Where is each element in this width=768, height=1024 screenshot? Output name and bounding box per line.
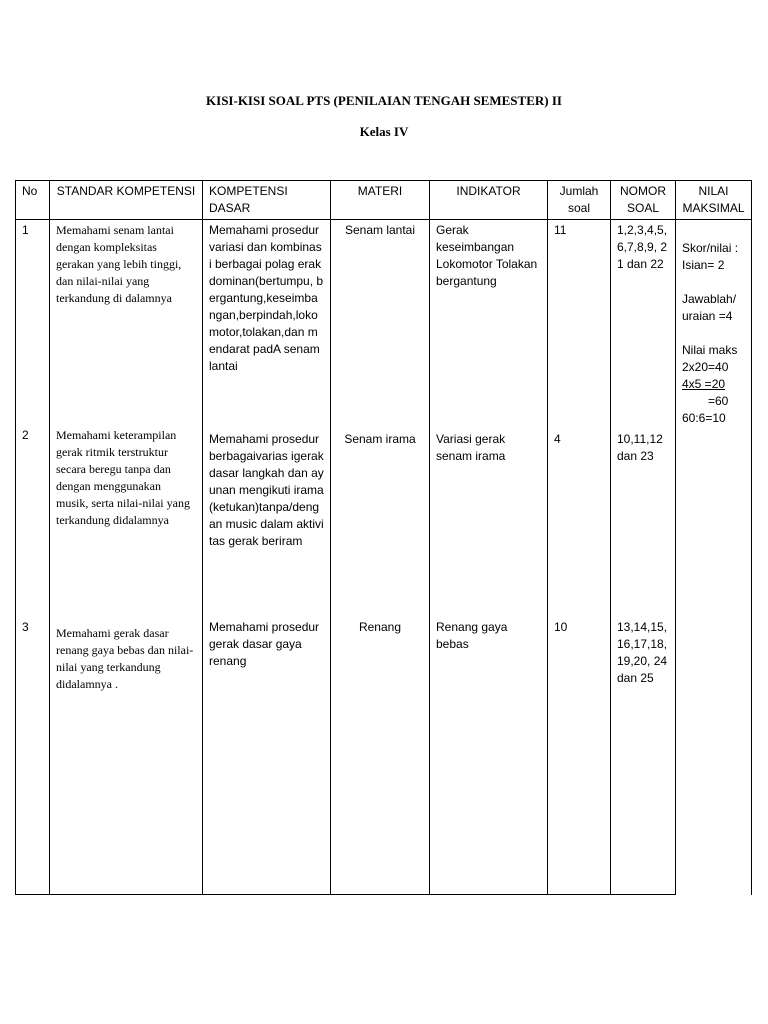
document-title: KISI-KISI SOAL PTS (PENILAIAN TENGAH SEMESTER) II [206, 93, 562, 108]
nilai-line: Isian= 2 [682, 258, 725, 272]
column-header-materi: MATERI [331, 181, 430, 220]
column-header-kompetensi-dasar: KOMPETENSI DASAR [203, 181, 331, 220]
jumlah-soal-cell: 10 [548, 617, 611, 895]
kompetensi-dasar-cell: Memahami prosedur gerak dasar gaya renang [203, 617, 331, 895]
kisi-kisi-table [15, 180, 752, 895]
nomor-soal-cell: 13,14,15,16,17,18,19,20, 24 dan 25 [611, 617, 676, 895]
nilai-maksimal-cell [676, 220, 752, 895]
standar-kompetensi-cell: Memahami keterampilan gerak ritmik terstruktur secara beregu tanpa dan dengan menggunakan musik, serta nilai-nilai yang terkandung didalamnya [50, 425, 203, 617]
kompetensi-dasar-cell: Memahami prosedur variasi dan kombinasi berbagai polag erak dominan(bertumpu, bergantung,keseimbangan,berpindah,lokomotor,tolakan,dan mendarat padA senam lantai [203, 220, 331, 425]
nilai-line: Nilai maks [682, 343, 738, 357]
standar-kompetensi-cell: Memahami senam lantai dengan kompleksitas gerakan yang lebih tinggi, dan nilai-nilai yang terkandung di dalamnya [50, 220, 203, 425]
row-number: 3 [16, 617, 50, 895]
document-subtitle: Kelas IV [359, 124, 409, 139]
nilai-line: uraian =4 [682, 309, 733, 323]
row-number: 1 [16, 220, 50, 425]
nomor-soal-cell: 10,11,12 dan 23 [611, 425, 676, 617]
table-header-row [16, 181, 752, 220]
column-header-indikator: INDIKATOR [430, 181, 548, 220]
kompetensi-dasar-cell: Memahami prosedur berbagaivarias igerak dasar langkah dan ayunan mengikuti irama (ketukan)tanpa/dengan music dalam aktivitas gerak beriram [203, 425, 331, 617]
jumlah-soal-cell: 4 [548, 425, 611, 617]
indikator-cell: Gerak keseimbangan Lokomotor Tolakan bergantung [430, 220, 548, 425]
jumlah-soal-cell: 11 [548, 220, 611, 425]
column-header-nomor-soal: NOMOR SOAL [611, 181, 676, 220]
column-header-no: No [16, 181, 50, 220]
materi-cell: Senam irama [331, 425, 430, 617]
column-header-nilai-maksimal: NILAI MAKSIMAL [676, 181, 752, 220]
column-header-standar-kompetensi: STANDAR KOMPETENSI [50, 181, 203, 220]
standar-kompetensi-cell: Memahami gerak dasar renang gaya bebas dan nilai-nilai yang terkandung didalamnya . [50, 617, 203, 895]
table-row [16, 425, 752, 617]
nomor-soal-cell: 1,2,3,4,5,6,7,8,9, 21 dan 22 [611, 220, 676, 425]
table-row [16, 220, 752, 425]
nilai-line: 60:6=10 [682, 411, 726, 425]
nilai-line: =60 [708, 394, 729, 408]
nilai-line: Skor/nilai : [682, 241, 739, 255]
indikator-cell: Renang gaya bebas [430, 617, 548, 895]
nilai-line: 2x20=40 [682, 360, 729, 374]
table-row [16, 617, 752, 895]
nilai-line: 4x5 =20 [682, 377, 726, 391]
column-header-jumlah-soal: Jumlah soal [548, 181, 611, 220]
indikator-cell: Variasi gerak senam irama [430, 425, 548, 617]
materi-cell: Renang [331, 617, 430, 895]
materi-cell: Senam lantai [331, 220, 430, 425]
nilai-line: Jawablah/ [682, 292, 737, 306]
row-number: 2 [16, 425, 50, 617]
